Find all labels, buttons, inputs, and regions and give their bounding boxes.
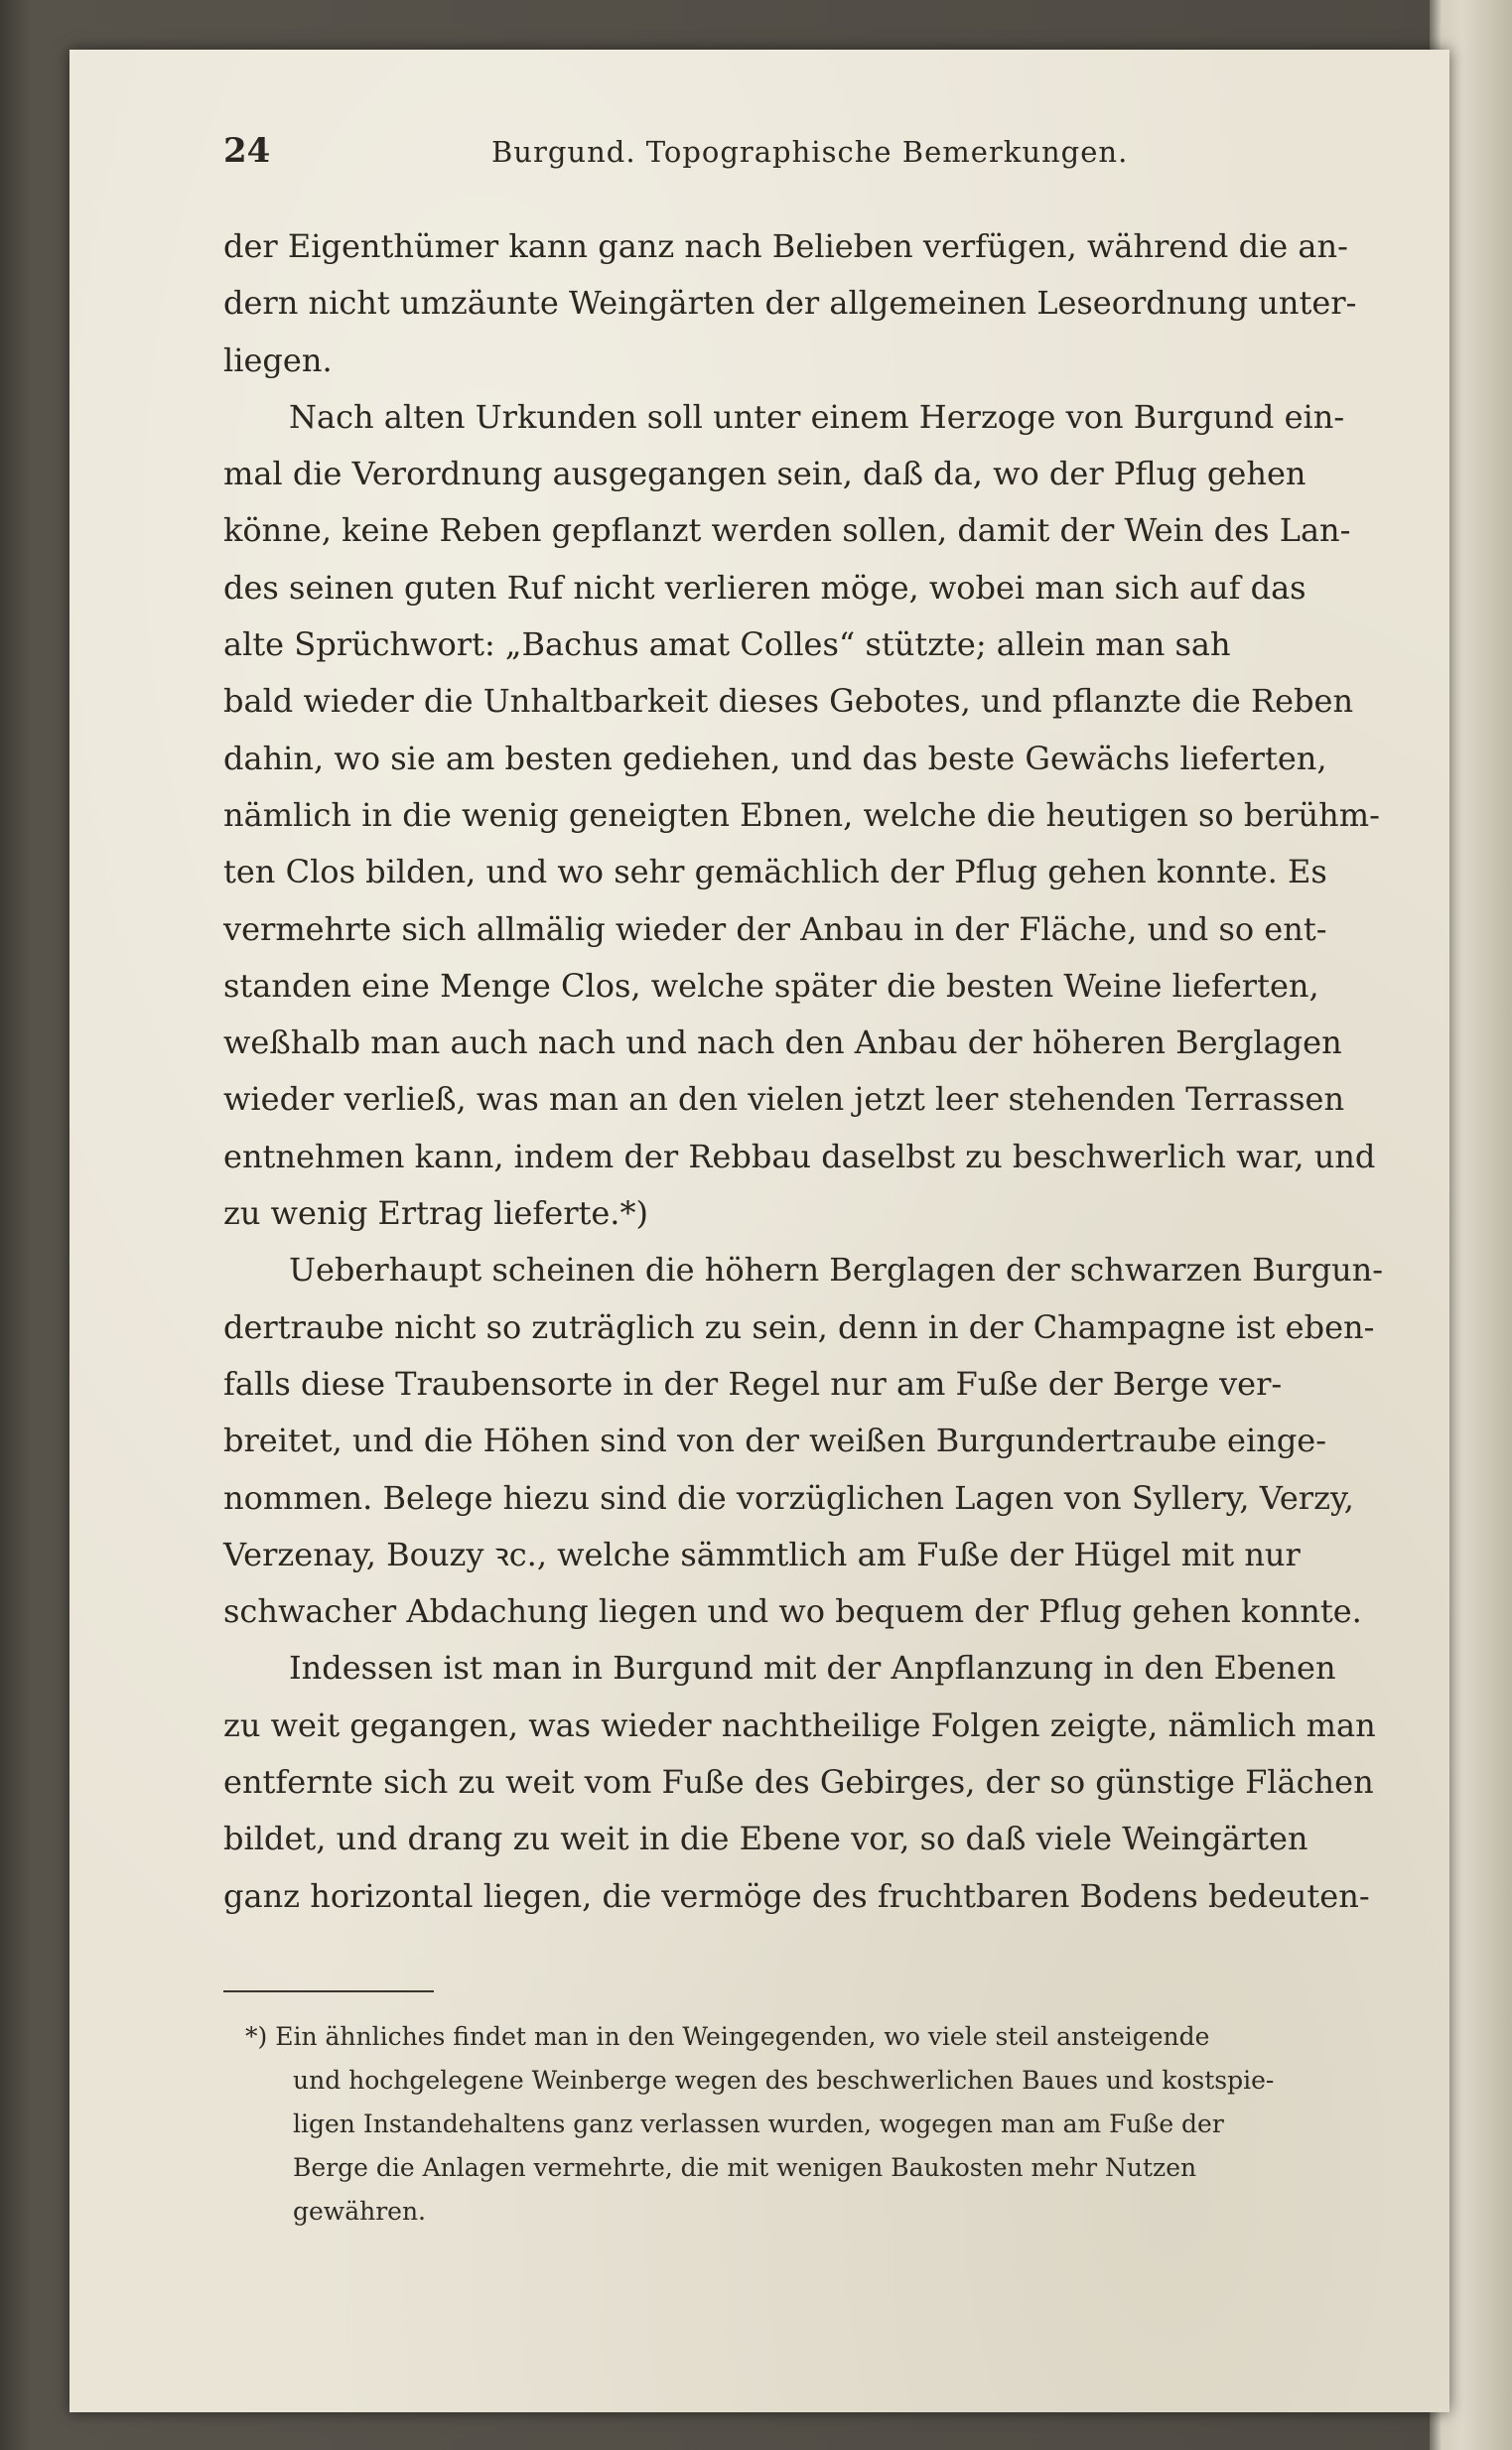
main-text-block (223, 218, 1384, 1925)
text-line: ganz horizontal liegen, die vermöge des fruchtbaren Bodens bedeuten- (223, 1876, 1370, 1915)
paragraph-start-line: Indessen ist man in Burgund mit der Anpflanzung in den Ebenen (289, 1649, 1336, 1688)
text-line: des seinen guten Ruf nicht verlieren möge, wobei man sich auf das (223, 568, 1306, 607)
text-line: falls diese Traubensorte in der Regel nur am Fuße der Berge ver- (223, 1364, 1283, 1403)
text-line: liegen. (223, 340, 333, 379)
text-line: der Eigenthümer kann ganz nach Belieben verfügen, während die an- (223, 227, 1348, 265)
paragraph-start-line: Ueberhaupt scheinen die höhern Berglagen der schwarzen Burgun- (289, 1251, 1384, 1290)
page-number: 24 (223, 131, 271, 171)
text-line: nämlich in die wenig geneigten Ebnen, welche die heutigen so berühm- (223, 795, 1380, 834)
text-line: Verzenay, Bouzy ꝛc., welche sämmtlich am Fuße der Hügel mit nur (223, 1535, 1301, 1573)
text-line: ten Clos bilden, und wo sehr gemächlich der Pflug gehen konnte. Es (223, 853, 1327, 891)
text-line: dertraube nicht so zuträglich zu sein, denn in der Champagne ist eben- (223, 1307, 1375, 1346)
text-line: entnehmen kann, indem der Rebbau daselbst zu beschwerlich war, und (223, 1137, 1376, 1175)
text-line: zu weit gegangen, was wieder nachtheilige Folgen zeigte, nämlich man (223, 1705, 1376, 1744)
text-line: vermehrte sich allmälig wieder der Anbau in der Fläche, und so ent- (223, 909, 1327, 948)
text-line: schwacher Abdachung liegen und wo bequem der Pflug gehen konnte. (223, 1592, 1362, 1631)
footnote-line: ligen Instandehaltens ganz verlassen wurden, wogegen man am Fuße der (293, 2110, 1224, 2138)
text-line: breitet, und die Höhen sind von der weißen Burgundertraube einge- (223, 1422, 1327, 1460)
text-line: standen eine Menge Clos, welche später die besten Weine lieferten, (223, 966, 1319, 1005)
footnote-divider (223, 1990, 434, 1992)
text-line: dahin, wo sie am besten gediehen, und das beste Gewächs lieferten, (223, 739, 1327, 777)
paragraph-start-line: Nach alten Urkunden soll unter einem Herzoge von Burgund ein- (289, 397, 1345, 436)
text-line: könne, keine Reben gepflanzt werden sollen, damit der Wein des Lan- (223, 511, 1351, 550)
text-line: entfernte sich zu weit vom Fuße des Gebirges, der so günstige Flächen (223, 1763, 1374, 1802)
footnote-line: und hochgelegene Weinberge wegen des beschwerlichen Baues und kostspie- (293, 2066, 1275, 2095)
text-line: alte Sprüchwort: „Bachus amat Colles“ stützte; allein man sah (223, 625, 1231, 664)
footnote-line: *) Ein ähnliches findet man in den Weingegenden, wo viele steil ansteigende (245, 2022, 1210, 2051)
footnote-line: Berge die Anlagen vermehrte, die mit wenigen Baukosten mehr Nutzen (293, 2153, 1197, 2182)
text-line: bald wieder die Unhaltbarkeit dieses Gebotes, und pflanzte die Reben (223, 682, 1354, 721)
text-line: nommen. Belege hiezu sind die vorzüglichen Lagen von Syllery, Verzy, (223, 1478, 1354, 1517)
text-line: wieder verließ, was man an den vielen jetzt leer stehenden Terrassen (223, 1080, 1345, 1119)
text-line: mal die Verordnung ausgegangen sein, daß da, wo der Pflug gehen (223, 455, 1306, 493)
page-header (223, 131, 1335, 181)
text-line: weßhalb man auch nach und nach den Anbau der höheren Berglagen (223, 1023, 1342, 1062)
running-head: Burgund. Topographische Bemerkungen. (491, 135, 1129, 169)
footnote-line: gewähren. (293, 2197, 426, 2226)
footnote-block (223, 2015, 1375, 2234)
text-line: dern nicht umzäunte Weingärten der allgemeinen Leseordnung unter- (223, 284, 1357, 323)
text-line: zu wenig Ertrag lieferte.*) (223, 1194, 648, 1233)
text-line: bildet, und drang zu weit in die Ebene vor, so daß viele Weingärten (223, 1820, 1308, 1858)
